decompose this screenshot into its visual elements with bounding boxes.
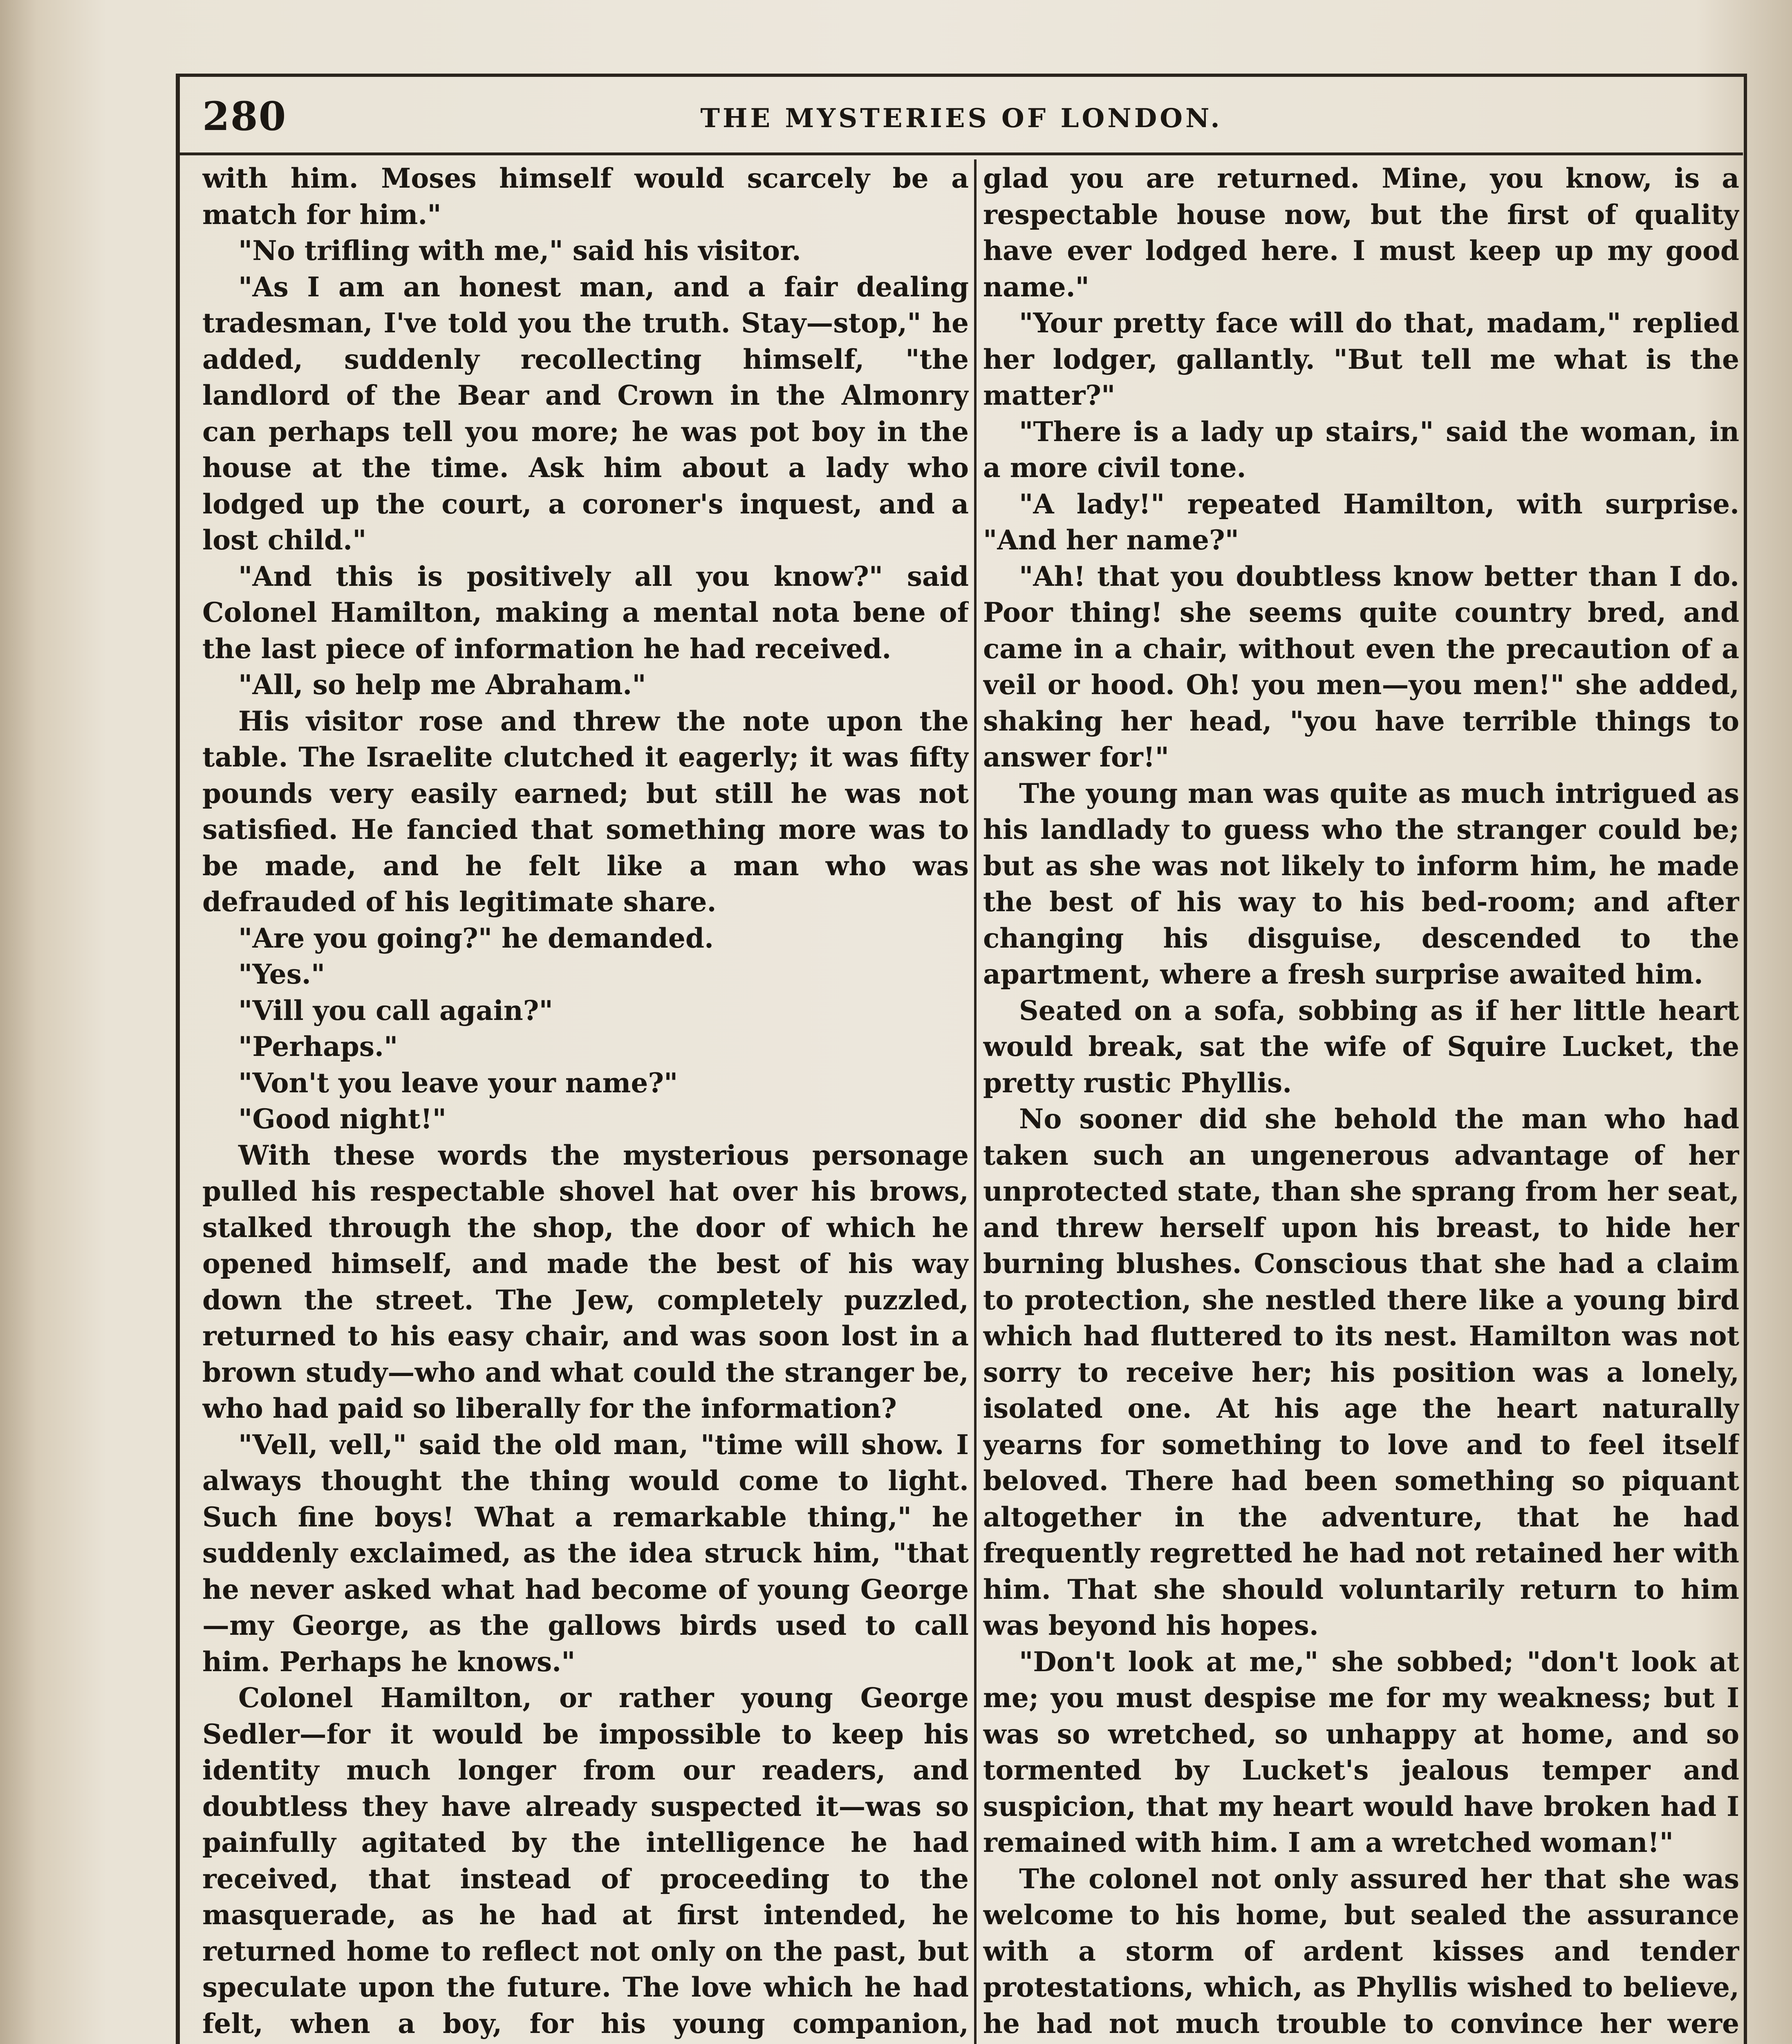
- page-number: 280: [202, 93, 287, 139]
- paragraph: No sooner did she behold the man who had taken such an ungenerous advantage of her unprotected state, than she sprang from her seat, and threw herself upon his breast, to hide her burning blushes. Conscious that she had a claim to protection, she nestled there like a young bird which had fluttered to its nest. Hamilton was not sorry to receive her; his position was a lonely, isolated one. At his age the heart naturally yearns for something to love and to feel itself beloved. There had been something so piquant altogether in the adventure, that he had frequently regretted he had not retained her with him. That she should voluntarily return to him was beyond his hopes.: [983, 1103, 1739, 1641]
- paragraph: with him. Moses himself would scarcely be a match for him.": [202, 162, 969, 231]
- paragraph: His visitor rose and threw the note upon the table. The Israelite clutched it eagerly; it was fifty pounds very easily earned; but still he was not satisfied. He fancied that something more was to be made, and he felt like a man who was defrauded of his legitimate share.: [202, 705, 969, 918]
- paragraph: "Von't you leave your name?": [238, 1067, 678, 1099]
- paragraph: Seated on a sofa, sobbing as if her little heart would break, sat the wife of Squire Lucket, the pretty rustic Phyllis.: [983, 994, 1739, 1099]
- right-text-column: [983, 160, 1739, 2044]
- publication-title: THE MYSTERIES OF LONDON.: [700, 103, 1223, 134]
- paragraph: With these words the mysterious personage pulled his respectable shovel hat over his brows, stalked through the shop, the door of which he opened himself, and made the best of his way down the street. The Jew, completely puzzled, returned to his easy chair, and was soon lost in a brown study—who and what could the stranger be, who had paid so liberally for the information?: [202, 1139, 969, 1424]
- paragraph: glad you are returned. Mine, you know, is a respectable house now, but the first of quality have ever lodged here. I must keep up my good name.": [983, 162, 1739, 303]
- left-text-column: [202, 160, 969, 2044]
- paragraph: "Vill you call again?": [238, 994, 553, 1026]
- paragraph: Colonel Hamilton, or rather young George Sedler—for it would be impossible to keep his identity much longer from our readers, and doubtless they have already suspected it—was so painfully agitated by the intelligence he had received, that instead of proceeding to the masquerade, as he had at first intended, he returned home to reflect not only on the past, but speculate upon the future. The love which he had felt, when a boy, for his young companion,: [202, 1682, 969, 2040]
- paragraph: "All, so help me Abraham.": [238, 669, 646, 701]
- paragraph: "Don't look at me," she sobbed; "don't look at me; you must despise me for my weakness; but I was so wretched, so unhappy at home, and so tormented by Lucket's jealous temper and suspicion, that my heart would have broken had I remained with him. I am a wretched woman!": [983, 1645, 1739, 1858]
- paragraph: "Vell, vell," said the old man, "time will show. I always thought the thing would come to light. Such fine boys! What a remarkable thing," he suddenly exclaimed, as the idea struck him, "that he never asked what had become of young George—my George, as the gallows birds used to call him. Perhaps he knows.": [202, 1428, 969, 1678]
- paragraph: "Are you going?" he demanded.: [238, 922, 714, 954]
- paragraph: "Perhaps.": [238, 1031, 398, 1062]
- paragraph: "Ah! that you doubtless know better than I do. Poor thing! she seems quite country bred, and came in a chair, without even the precaution of a veil or hood. Oh! you men—you men!" she added, shaking her head, "you have terrible things to answer for!": [983, 560, 1739, 773]
- paragraph: "As I am an honest man, and a fair dealing tradesman, I've told you the truth. Stay—stop," he added, suddenly recollecting himself, "the landlord of the Bear and Crown in the Almonry can perhaps tell you more; he was pot boy in the house at the time. Ask him about a lady who lodged up the court, a coroner's inquest, and a lost child.": [202, 271, 969, 556]
- paragraph: "There is a lady up stairs," said the woman, in a more civil tone.: [983, 415, 1739, 484]
- paragraph: "No trifling with me," said his visitor.: [238, 235, 801, 267]
- paragraph: "Good night!": [238, 1103, 446, 1135]
- column-divider: [974, 159, 977, 2044]
- paragraph: The young man was quite as much intrigued as his landlady to guess who the stranger could be; but as she was not likely to inform him, he made the best of his way to his bed-room; and after changing his disguise, descended to the apartment, where a fresh surprise awaited him.: [983, 777, 1739, 990]
- paragraph: "And this is positively all you know?" said Colonel Hamilton, making a mental nota bene of the last piece of information he had received.: [202, 560, 969, 665]
- running-header: [180, 86, 1743, 155]
- paragraph: "Yes.": [238, 958, 325, 990]
- paragraph: The colonel not only assured her that she was welcome to his home, but sealed the assurance with a storm of ardent kisses and tender protestations, which, as Phyllis wished to believe, he had not much trouble to convince her were: [983, 1862, 1739, 2040]
- paragraph: "A lady!" repeated Hamilton, with surprise. "And her name?": [983, 488, 1739, 556]
- paragraph: "Your pretty face will do that, madam," replied her lodger, gallantly. "But tell me what is the matter?": [983, 307, 1739, 411]
